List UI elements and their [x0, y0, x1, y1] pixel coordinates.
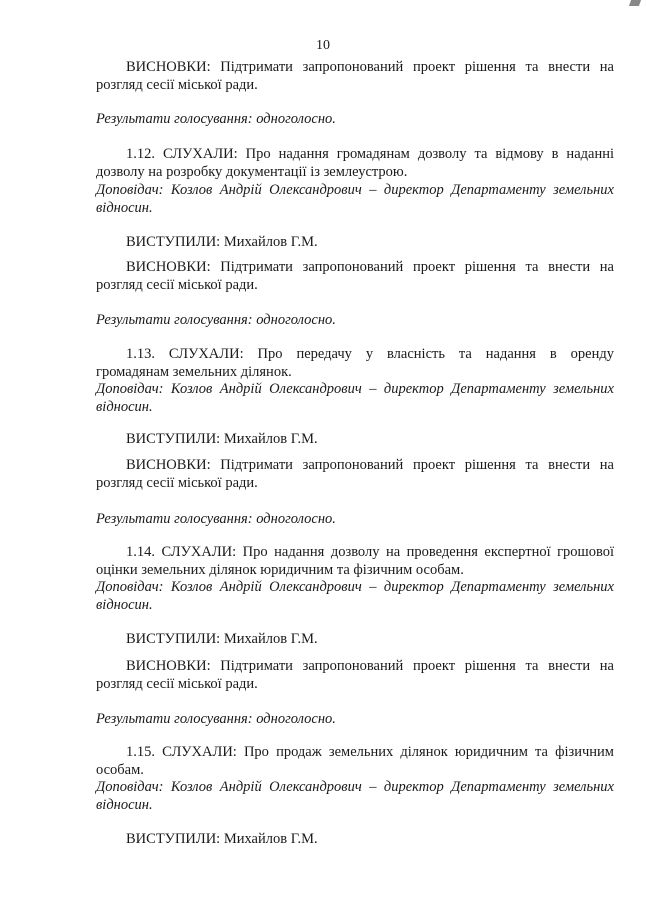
speaker-line: Доповідач: Козлов Андрій Олександрович – директор Департаменту земельних: [96, 579, 614, 595]
vote-result: Результати голосування: одноголосно.: [96, 312, 336, 328]
conclusion-block: [96, 657, 614, 693]
speaker-block: [96, 578, 614, 614]
page-number: 10: [316, 38, 330, 53]
speaker-line: Доповідач: Козлов Андрій Олександрович – директор Департаменту земельних: [96, 381, 614, 397]
vote-result: Результати голосування: одноголосно.: [96, 111, 336, 127]
heard-line: оцінки земельних ділянок юридичним та фізичним особам.: [96, 562, 464, 578]
conclusion-line: ВИСНОВКИ: Підтримати запропонований проект рішення та внести на: [126, 59, 614, 75]
conclusion-line: розгляд сесії міської ради.: [96, 77, 258, 93]
speaker-line: Доповідач: Козлов Андрій Олександрович – директор Департаменту земельних: [96, 779, 614, 795]
speaker-line: відносин.: [96, 597, 153, 613]
vote-result: Результати голосування: одноголосно.: [96, 711, 336, 727]
heard-block: [96, 145, 614, 181]
conclusion-line: ВИСНОВКИ: Підтримати запропонований проект рішення та внести на: [126, 259, 614, 275]
conclusion-line: ВИСНОВКИ: Підтримати запропонований проект рішення та внести на: [126, 658, 614, 674]
spoke-line: ВИСТУПИЛИ: Михайлов Г.М.: [126, 631, 318, 647]
heard-line: 1.12. СЛУХАЛИ: Про надання громадянам дозволу та відмову в наданні: [126, 146, 614, 162]
conclusion-line: розгляд сесії міської ради.: [96, 277, 258, 293]
speaker-line: Доповідач: Козлов Андрій Олександрович – директор Департаменту земельних: [96, 182, 614, 198]
heard-line: 1.15. СЛУХАЛИ: Про продаж земельних ділянок юридичним та фізичним: [126, 744, 614, 760]
conclusion-block: [96, 58, 614, 94]
conclusion-block: [96, 456, 614, 492]
heard-block: [96, 543, 614, 579]
conclusion-line: розгляд сесії міської ради.: [96, 475, 258, 491]
heard-line: 1.14. СЛУХАЛИ: Про надання дозволу на проведення експертної грошової: [126, 544, 614, 560]
speaker-block: [96, 181, 614, 217]
speaker-block: [96, 380, 614, 416]
conclusion-line: ВИСНОВКИ: Підтримати запропонований проект рішення та внести на: [126, 457, 614, 473]
heard-line: громадянам земельних ділянок.: [96, 364, 292, 380]
speaker-line: відносин.: [96, 399, 153, 415]
spoke-line: ВИСТУПИЛИ: Михайлов Г.М.: [126, 234, 318, 250]
heard-line: дозволу на розробку документації із землеустрою.: [96, 164, 408, 180]
heard-block: [96, 345, 614, 381]
conclusion-block: [96, 258, 614, 294]
heard-block: [96, 743, 614, 779]
conclusion-line: розгляд сесії міської ради.: [96, 676, 258, 692]
heard-line: особам.: [96, 762, 144, 778]
spoke-line: ВИСТУПИЛИ: Михайлов Г.М.: [126, 431, 318, 447]
vote-result: Результати голосування: одноголосно.: [96, 511, 336, 527]
speaker-line: відносин.: [96, 797, 153, 813]
speaker-line: відносин.: [96, 200, 153, 216]
speaker-block: [96, 778, 614, 814]
heard-line: 1.13. СЛУХАЛИ: Про передачу у власність та надання в оренду: [126, 346, 614, 362]
spoke-line: ВИСТУПИЛИ: Михайлов Г.М.: [126, 831, 318, 847]
scan-corner-mark: [629, 0, 641, 6]
